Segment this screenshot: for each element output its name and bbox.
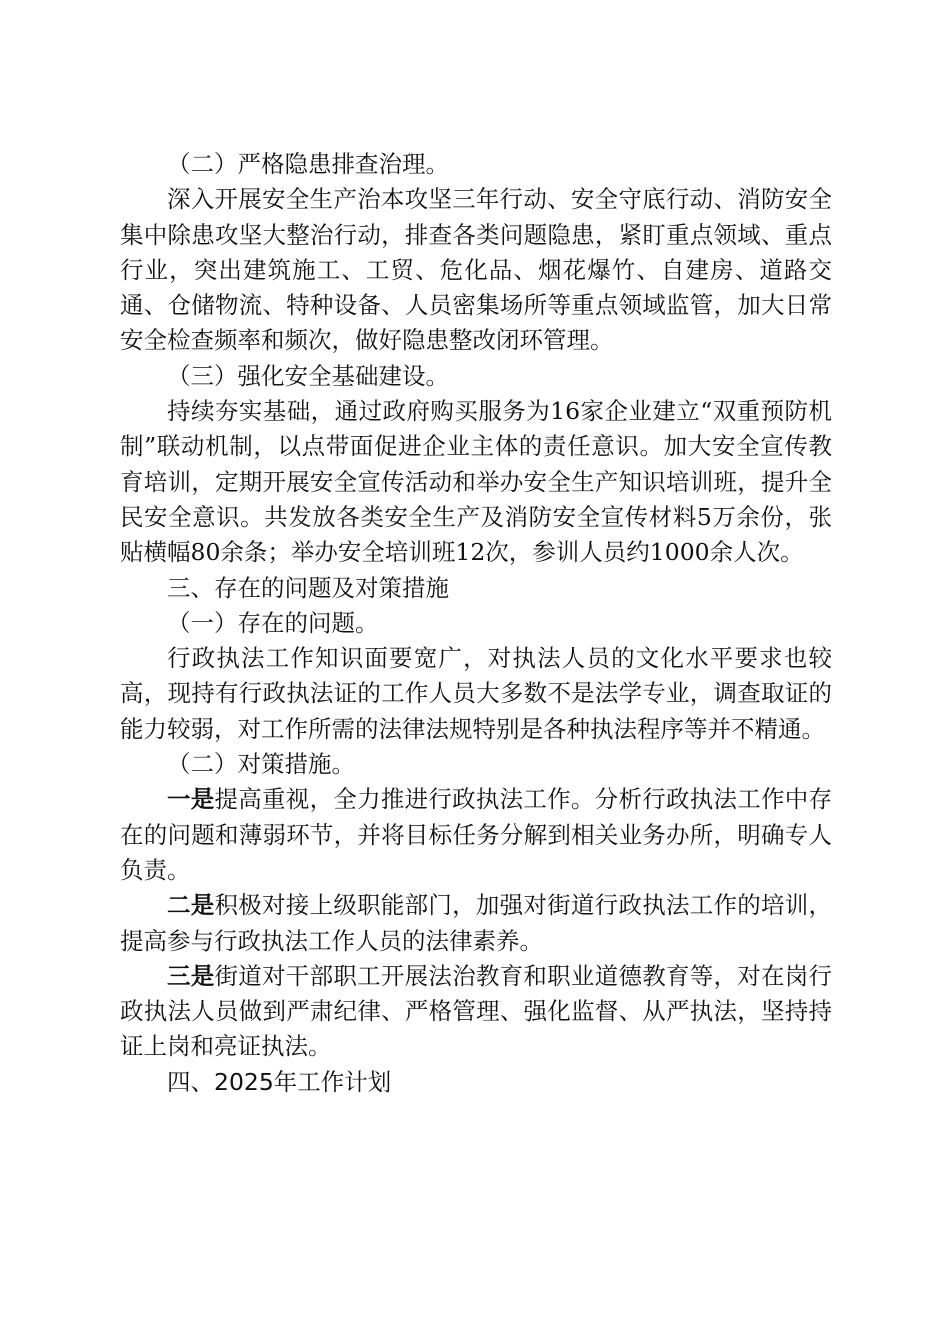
paragraph-measure-1 <box>120 782 832 888</box>
heading-2025-plan: 四、2025年工作计划 <box>167 1067 392 1096</box>
document-body <box>120 147 832 1100</box>
paragraph-problems: 行政执法工作知识面要宽广，对执法人员的文化水平要求也较高，现持有行政执法证的工作人员大多数不是法学专业，调查取证的能力较弱，对工作所需的法律法规特别是各种执法程序等并不精通。 <box>120 644 832 743</box>
paragraph-hazard-inspection: 深入开展安全生产治本攻坚三年行动、安全守底行动、消防安全集中除患攻坚大整治行动，排查各类问题隐患，紧盯重点领域、重点行业，突出建筑施工、工贸、危化品、烟花爆竹、自建房、道路交通、仓储物流、特种设备、人员密集场所等重点领域监管，加大日常安全检查频率和频次，做好隐患整改闭环管理。 <box>120 185 832 355</box>
subheading-measures: （二）对策措施。 <box>167 750 355 779</box>
measure-3-lead: 三是 <box>167 961 215 990</box>
paragraph-safety-foundation: 持续夯实基础，通过政府购买服务为16家企业建立“双重预防机制”联动机制，以点带面促进企业主体的责任意识。加大安全宣传教育培训，定期开展安全宣传活动和举办安全生产知识培训班，提升全民安全意识。共发放各类安全生产及消防安全宣传材料5万余份，张贴横幅80余条；举办安全培训班12次，参训人员约1000余人次。 <box>120 397 832 567</box>
measure-1-text: 提高重视，全力推进行政执法工作。分析行政执法工作中存在的问题和薄弱环节，并将目标任务分解到相关业务办所，明确专人负责。 <box>120 785 833 884</box>
paragraph-measure-3 <box>120 959 832 1065</box>
measure-1-lead: 一是 <box>167 785 215 814</box>
measure-2-lead: 二是 <box>167 891 215 920</box>
subheading-hazard-inspection: （二）严格隐患排查治理。 <box>167 150 449 178</box>
subheading-safety-foundation: （三）强化安全基础建设。 <box>167 361 449 390</box>
subheading-problems: （一）存在的问题。 <box>167 608 379 637</box>
paragraph-measure-2 <box>120 888 832 959</box>
heading-problems-measures: 三、存在的问题及对策措施 <box>167 573 449 602</box>
measure-3-text: 街道对干部职工开展法治教育和职业道德教育等，对在岗行政执法人员做到严肃纪律、严格管理、强化监督、从严执法，坚持持证上岗和亮证执法。 <box>120 961 833 1061</box>
measure-2-text: 积极对接上级职能部门，加强对街道行政执法工作的培训，提高参与行政执法工作人员的法律素养。 <box>120 891 833 955</box>
